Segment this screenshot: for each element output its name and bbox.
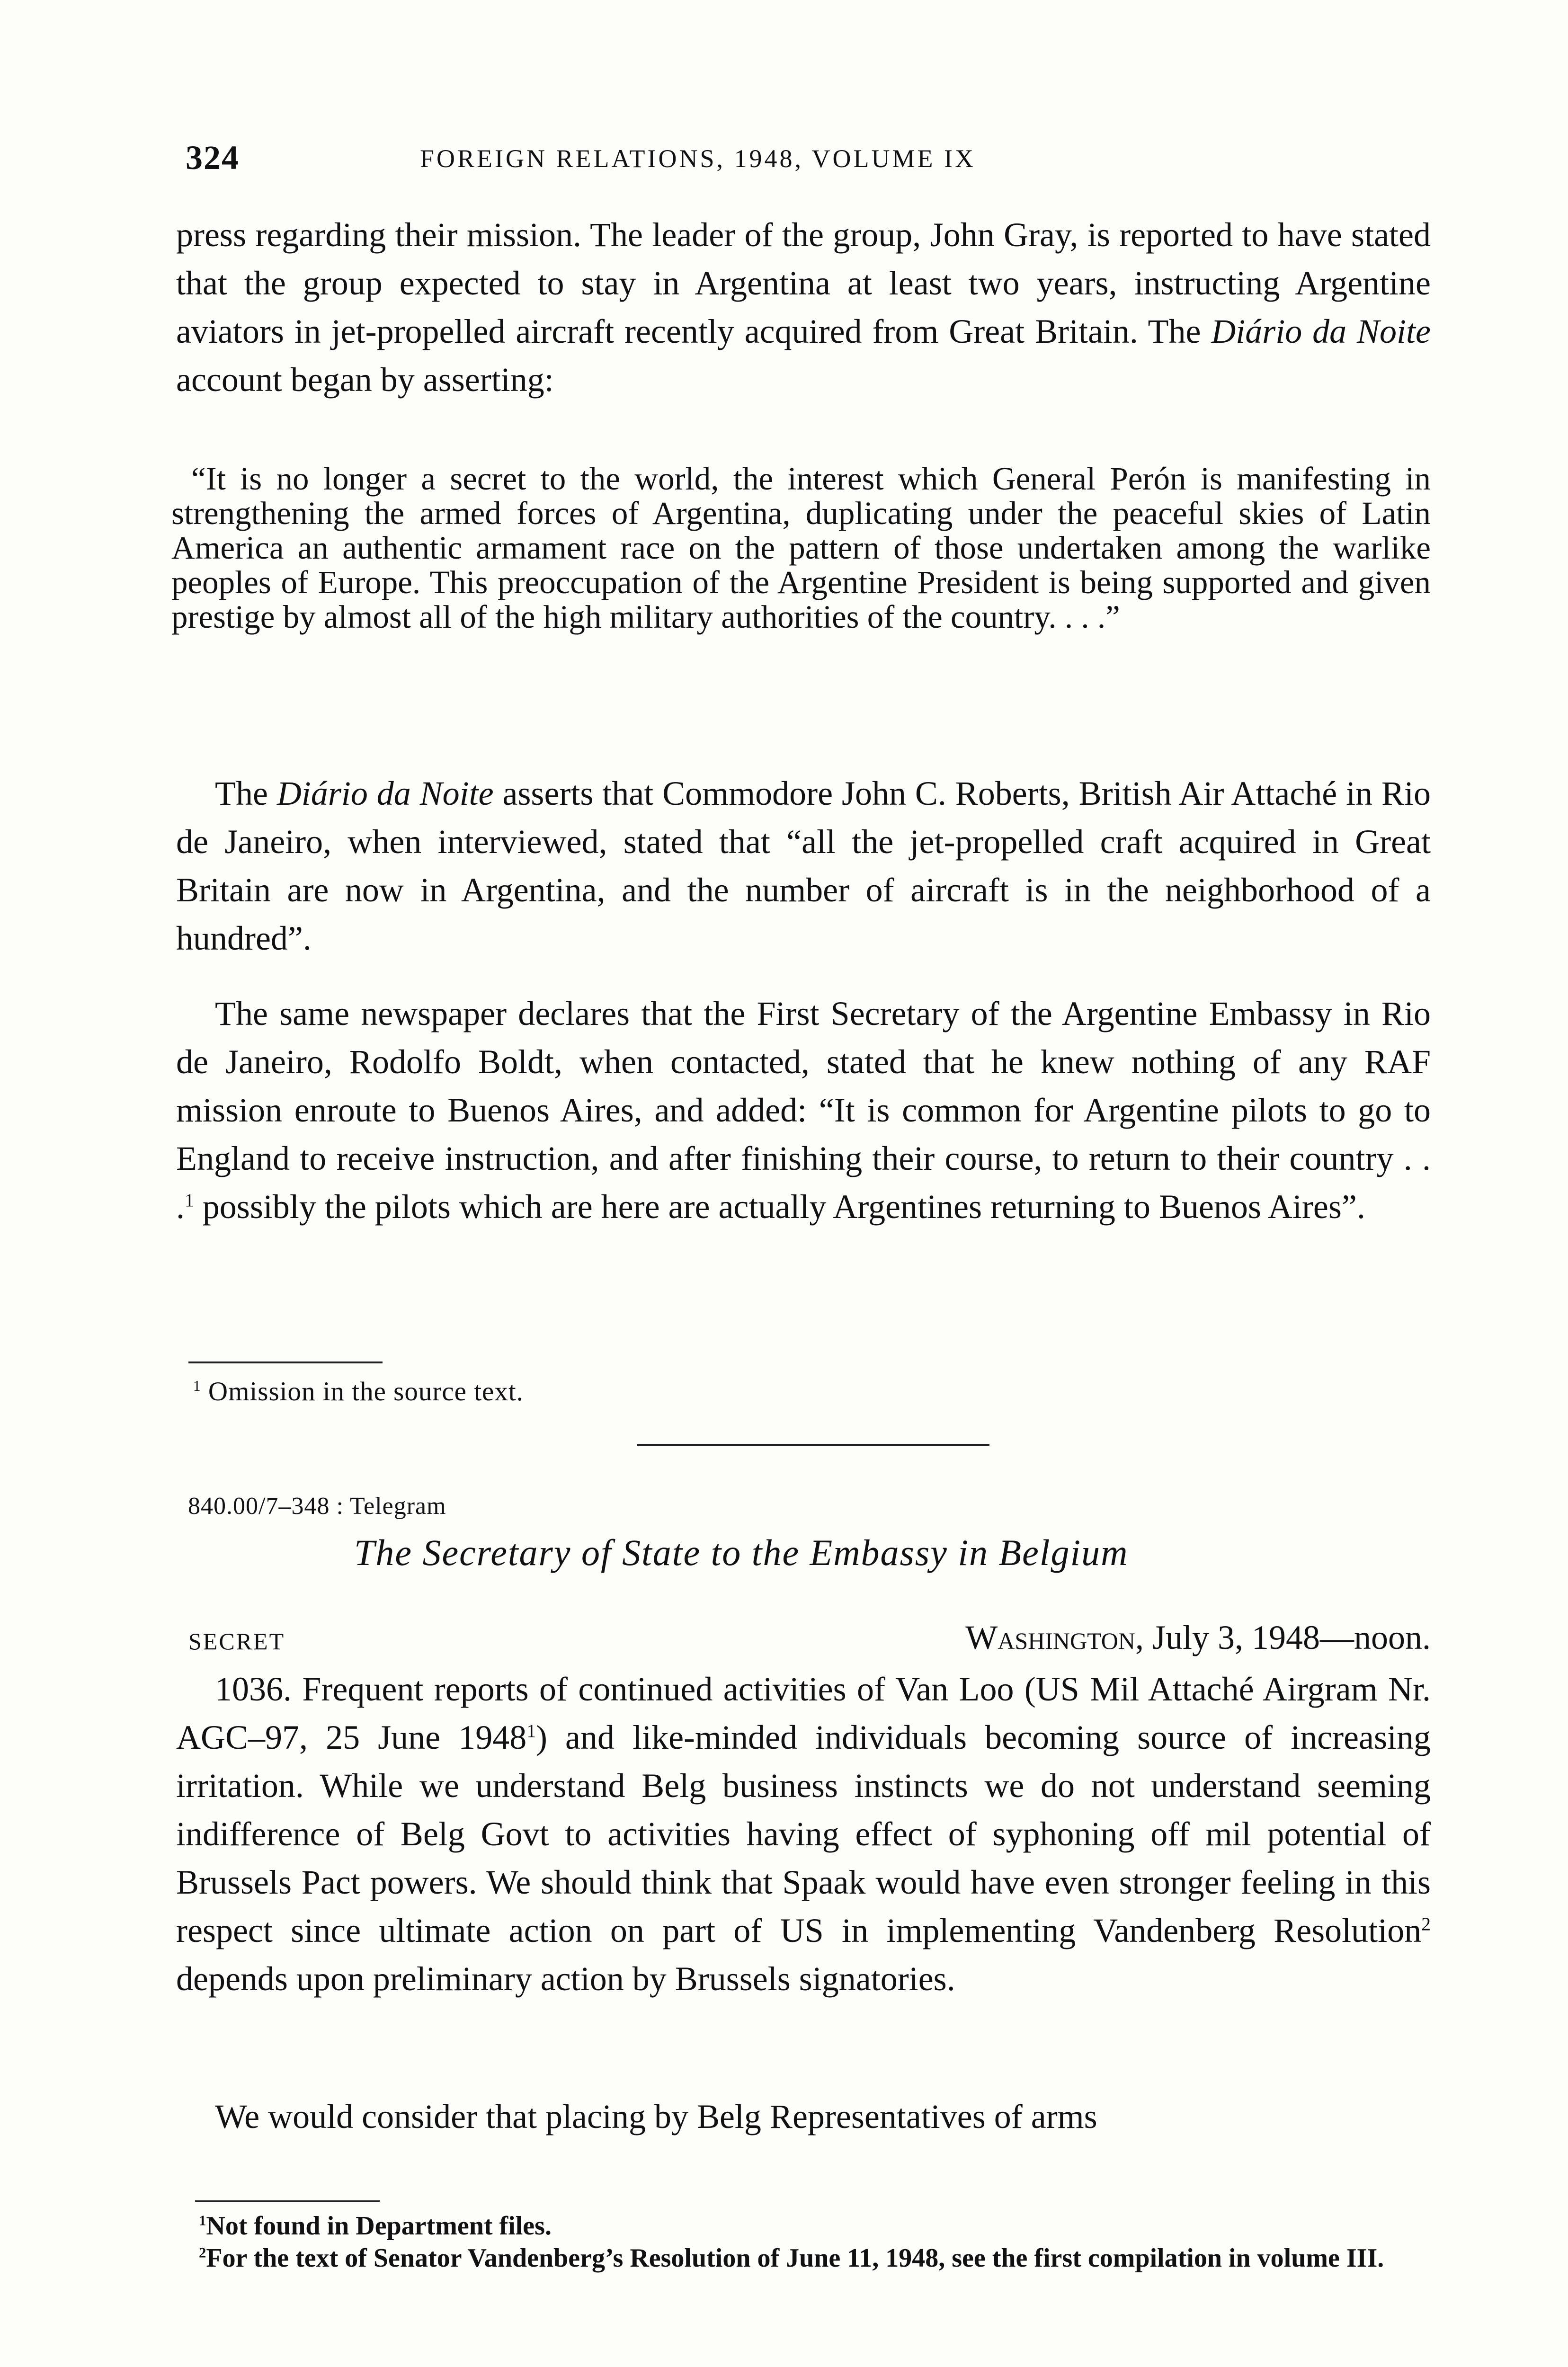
footnote-rule bbox=[188, 1361, 383, 1363]
dateline-place: Washington bbox=[965, 1619, 1135, 1656]
paragraph-text: asserts that Commodore John C. Roberts, British Air Attaché in Rio de Janeiro, when interviewed, stated that “all the jet-propelled craft acquired in Great Britain are now in Argentina, and the number of aircraft is in the neighborhood of a hundred”. bbox=[176, 774, 1431, 957]
footnote-text: For the text of Senator Vandenberg’s Resolution of June 11, 1948, see the first compilation in volume III. bbox=[206, 2243, 1384, 2273]
paragraph-text: possibly the pilots which are here are actually Argentines returning to Buenos Aires”. bbox=[194, 1188, 1365, 1226]
classification-label: SECRET bbox=[188, 1628, 285, 1655]
footnote-mark: 1 bbox=[199, 2212, 206, 2229]
footnote-rule bbox=[195, 2200, 380, 2202]
block-quote: “It is no longer a secret to the world, the interest which General Perón is manifesting in strengthening the armed forces of Argentina, duplicating under the peaceful skies of Latin America an authentic armament race on the pattern of those undertaken among the warlike peoples of Europe. This preoccupation of the Argentine President is being supported and given prestige by almost all of the high military authorities of the country. . . .” bbox=[171, 461, 1431, 635]
footnote-mark: 2 bbox=[199, 2244, 206, 2261]
page-header bbox=[186, 138, 1435, 181]
footnote-mark: 1 bbox=[526, 1720, 536, 1741]
paragraph-text: ) and like-minded individuals becoming source of increasing irritation. While we understand Belg business instincts we do not understand seeming indifference of Belg Govt to activities having effect of syphoning off mil potential of Brussels Pact powers. We should think that Spaak would have even stronger feeling in this respect since ultimate action on part of US in implementing Vandenberg Resolution bbox=[176, 1718, 1431, 1949]
dateline bbox=[835, 1618, 1431, 1657]
footnote-text: Not found in Department files. bbox=[206, 2211, 552, 2241]
paragraph-text: press regarding their mission. The leader of the group, John Gray, is reported to have stated that the group expected to stay in Argentina at least two years, instructing Argentine aviators in jet-propelled aircraft recently acquired from Great Britain. The bbox=[176, 216, 1431, 350]
footnote-item bbox=[193, 2242, 1443, 2274]
section-divider bbox=[637, 1444, 989, 1446]
newspaper-name: Diário da Noite bbox=[276, 774, 494, 812]
paragraph-embassy-secretary bbox=[176, 989, 1431, 1231]
paragraph-telegram bbox=[176, 1665, 1431, 2003]
footnote-item bbox=[193, 2210, 1443, 2242]
document-reference: 840.00/7–348 : Telegram bbox=[188, 1493, 446, 1520]
document-title: The Secretary of State to the Embassy in Belgium bbox=[354, 1532, 1129, 1573]
paragraph-air-attache bbox=[176, 769, 1431, 962]
paragraph-text: depends upon preliminary action by Brussels signatories. bbox=[176, 1960, 955, 1998]
dateline-date: , July 3, 1948—noon. bbox=[1135, 1619, 1431, 1656]
footnote-mark: 2 bbox=[1421, 1913, 1431, 1934]
running-title: FOREIGN RELATIONS, 1948, VOLUME IX bbox=[420, 144, 976, 173]
footnote-text: Omission in the source text. bbox=[201, 1377, 524, 1406]
footnote-omission bbox=[193, 1375, 524, 1408]
newspaper-name: Diário da Noite bbox=[1211, 312, 1431, 350]
page-number: 324 bbox=[186, 139, 240, 177]
paragraph-text: The same newspaper declares that the First Secretary of the Argentine Embassy in Rio de Janeiro, Rodolfo Boldt, when contacted, stated that he knew nothing of any RAF mission enroute to Buenos Aires, and added: “It is common for Argentine pilots to go to England to receive instruction, and after finishing their course, to return to their country . . . bbox=[176, 995, 1431, 1226]
paragraph-text: The bbox=[215, 774, 277, 812]
paragraph-text: account began by asserting: bbox=[176, 361, 554, 399]
paragraph-intro bbox=[176, 211, 1431, 404]
footnotes bbox=[193, 2210, 1443, 2274]
paragraph-text: 1036. Frequent reports of continued activities of Van Loo (US Mil Attaché Airgram Nr. AGC–97, 25 June 1948 bbox=[176, 1670, 1431, 1756]
footnote-mark: 1 bbox=[185, 1190, 194, 1210]
paragraph-continued: We would consider that placing by Belg Representatives of arms bbox=[215, 2098, 1097, 2136]
footnote-mark: 1 bbox=[193, 1378, 201, 1394]
